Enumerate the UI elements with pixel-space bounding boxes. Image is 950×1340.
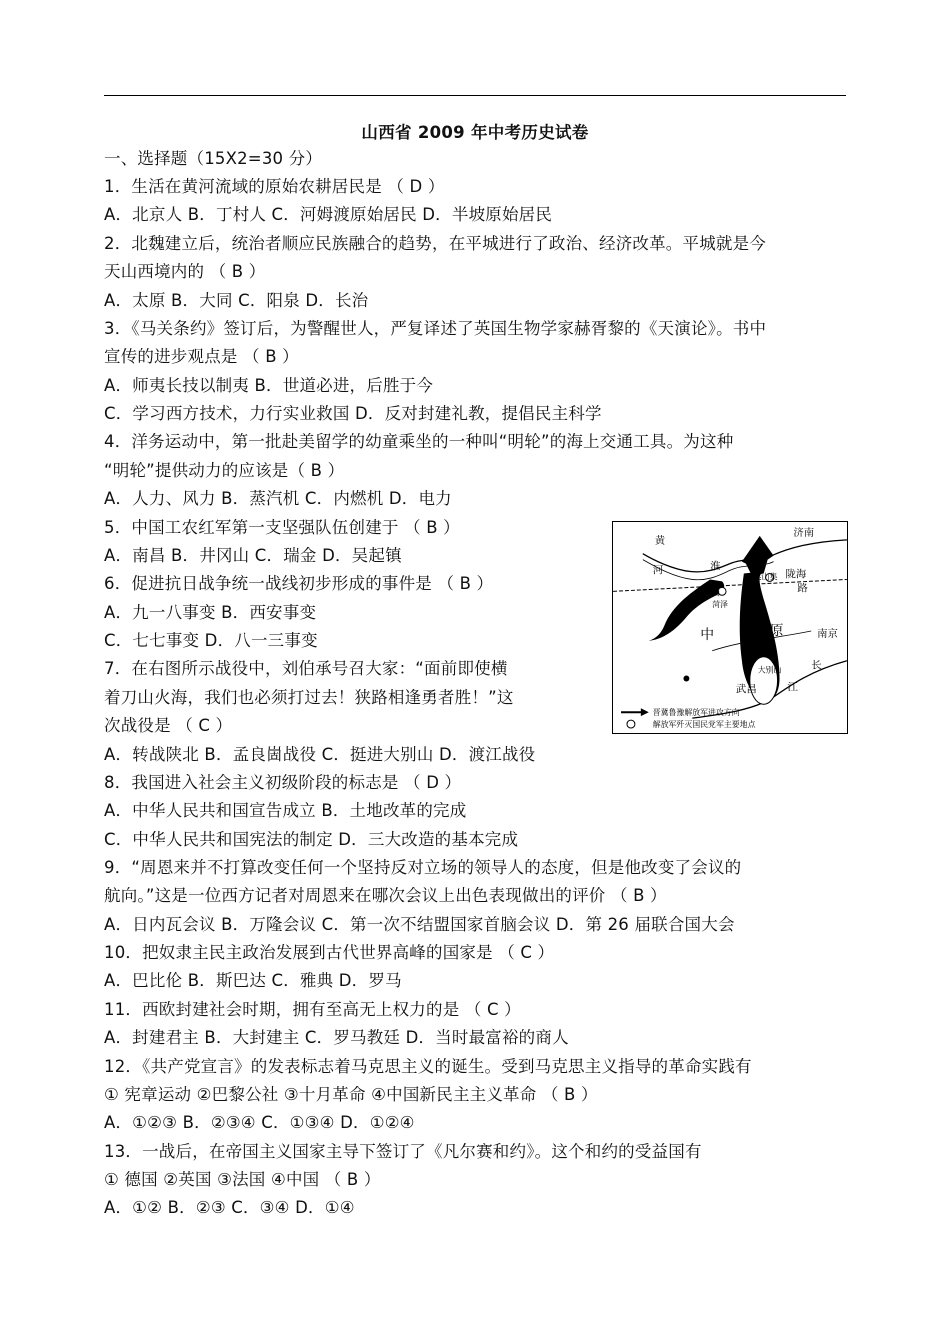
text-line: 一、选择题（15X2=30 分） xyxy=(104,149,323,168)
map-label-yuan: 原 xyxy=(769,622,784,639)
text-line: A．南昌 B．井冈山 C．瑞金 D．吴起镇 xyxy=(104,546,402,565)
text-line: ① 德国 ②英国 ③法国 ④中国 （ B ） xyxy=(104,1170,381,1189)
legend-attack-direction: 晋冀鲁豫解放军进攻方向 xyxy=(652,708,740,718)
text-line: 宣传的进步观点是 （ B ） xyxy=(104,347,299,366)
text-line: 6．促进抗日战争统一战线初步形成的事件是 （ B ） xyxy=(104,574,494,593)
text-line: 5．中国工农红军第一支坚强队伍创建于 （ B ） xyxy=(104,518,460,537)
map-label-wuchang: 武昌 xyxy=(735,683,757,696)
text-line: A．①② B．②③ C．③④ D．①④ xyxy=(104,1198,355,1217)
text-line: 12．《共产党宣言》的发表标志着马克思主义的诞生。受到马克思主义指导的革命实践有 xyxy=(104,1057,752,1076)
text-line: 着刀山火海，我们也必须打过去！狭路相逢勇者胜！”这 xyxy=(104,688,514,707)
text-line: 次战役是 （ C ） xyxy=(104,716,233,735)
page-title: 山西省 2009 年中考历史试卷 xyxy=(361,123,589,142)
text-line: 航向。”这是一位西方记者对周恩来在哪次会议上出色表现做出的评价 （ B ） xyxy=(104,886,667,905)
map-label-longhai: 陇海 xyxy=(785,568,807,581)
text-line: A．人力、风力 B．蒸汽机 C．内燃机 D．电力 xyxy=(104,489,452,508)
map-label-yangshan: 羊山 xyxy=(704,588,721,598)
text-line: ① 宪章运动 ②巴黎公社 ③十月革命 ④中国新民主主义革命 （ B ） xyxy=(104,1085,598,1104)
map-label-liangshanji: 梁山集 xyxy=(753,572,778,582)
map-label-heze: 菏泽 xyxy=(712,600,728,610)
longhai-railway-line xyxy=(613,579,847,591)
text-line: A．九一八事变 B．西安事变 xyxy=(104,603,317,622)
text-line: A．转战陕北 B．孟良崮战役 C．挺进大别山 D．渡江战役 xyxy=(104,745,536,764)
legend-arrow-icon xyxy=(621,708,649,716)
map-label-jiang: 江 xyxy=(787,681,798,694)
text-line: 10．把奴隶主民主政治发展到古代世界高峰的国家是 （ C ） xyxy=(104,943,555,962)
text-line: A．太原 B．大同 C．阳泉 D．长治 xyxy=(104,291,369,310)
map-label-he: 河 xyxy=(652,564,664,577)
text-line: 3．《马关条约》签订后，为警醒世人，严复译述了英国生物学家赫胥黎的《天演论》。书中 xyxy=(104,319,767,338)
text-line: A．北京人 B．丁村人 C．河姆渡原始居民 D．半坡原始居民 xyxy=(104,205,553,224)
text-line: 9．“周恩来并不打算改变任何一个坚持反对立场的领导人的态度，但是他改变了会议的 xyxy=(104,858,742,877)
map-label-jinan: 济南 xyxy=(793,526,815,539)
text-line: A．巴比伦 B．斯巴达 C．雅典 D．罗马 xyxy=(104,971,402,990)
text-line: C．中华人民共和国宪法的制定 D．三大改造的基本完成 xyxy=(104,830,519,849)
dabie-mountain-area xyxy=(750,657,778,705)
text-line: A．①②③ B．②③④ C．①③④ D．①②④ xyxy=(104,1113,415,1132)
text-line: 4．洋务运动中，第一批赴美留学的幼童乘坐的一种叫“明轮”的海上交通工具。为这种 xyxy=(104,432,734,451)
map-label-lu: 路 xyxy=(797,582,808,595)
text-line: 天山西境内的 （ B ） xyxy=(104,262,266,281)
map-label-dabie: 大别山 xyxy=(757,665,782,675)
top-rule xyxy=(104,95,846,96)
text-line: 11．西欧封建社会时期，拥有至高无上权力的是 （ C ） xyxy=(104,1000,521,1019)
text-line: 7．在右图所示战役中，刘伯承号召大家：“面前即使横 xyxy=(104,659,508,678)
attack-arrow-north xyxy=(742,536,774,576)
legend-battle-marker-icon xyxy=(627,720,635,728)
text-line: 13．一战后，在帝国主义国家主导下签订了《凡尔赛和约》。这个和约的受益国有 xyxy=(104,1142,702,1161)
battle-map-figure xyxy=(612,521,848,734)
text-line: A．封建君主 B．大封建主 C．罗马教廷 D．当时最富裕的商人 xyxy=(104,1028,569,1047)
text-line: 2．北魏建立后，统治者顺应民族融合的趋势，在平城进行了政治、经济改革。平城就是今 xyxy=(104,234,766,253)
text-line: 1．生活在黄河流域的原始农耕居民是 （ D ） xyxy=(104,177,445,196)
text-line: A．中华人民共和国宣告成立 B．土地改革的完成 xyxy=(104,801,467,820)
text-line: 8．我国进入社会主义初级阶段的标志是 （ D ） xyxy=(104,773,462,792)
text-line: “明轮”提供动力的应该是（ B ） xyxy=(104,461,345,480)
map-label-nanjing: 南京 xyxy=(817,627,838,640)
legend-battle-sites: 解放军歼灭国民党军主要地点 xyxy=(652,720,756,730)
text-line: A．日内瓦会议 B．万隆会议 C．第一次不结盟国家首脑会议 D．第 26 届联合国大会 xyxy=(104,915,735,934)
text-line: C．学习西方技术，力行实业救国 D．反对封建礼教，提倡民主科学 xyxy=(104,404,602,423)
text-line: A．师夷长技以制夷 B．世道必进，后胜于今 xyxy=(104,376,434,395)
yellow-river-line xyxy=(643,540,847,572)
text-line: C．七七事变 D．八一三事变 xyxy=(104,631,318,650)
battle-map-svg xyxy=(613,522,847,733)
city-dot xyxy=(683,676,689,682)
map-label-huai: 淮 xyxy=(710,560,721,573)
map-label-chang: 长 xyxy=(811,659,822,672)
map-label-huang: 黄 xyxy=(654,534,666,547)
map-label-zhong: 中 xyxy=(700,626,715,643)
